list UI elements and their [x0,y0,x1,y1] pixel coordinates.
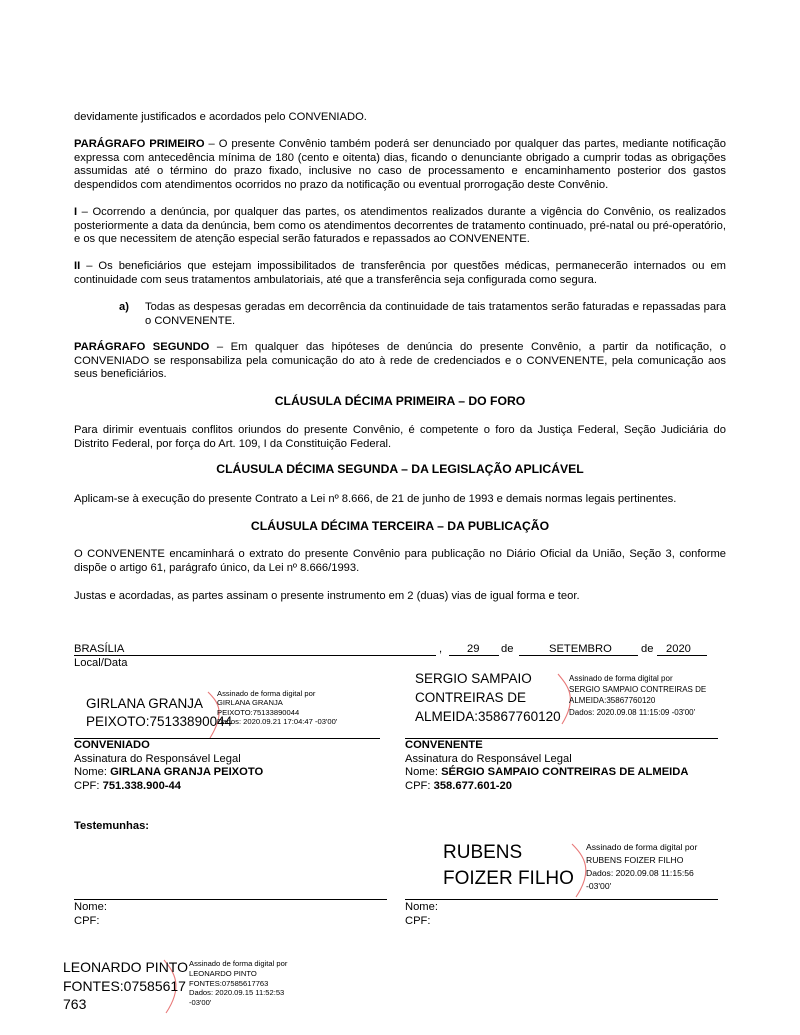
paragrafo-segundo [74,341,726,382]
convenente-title: CONVENENTE [405,739,483,751]
conveniado-title: CONVENIADO [74,739,150,751]
clausula-11-title: CLÁUSULA DÉCIMA PRIMEIRA – DO FORO [274,394,526,408]
testemunhas-label: Testemunhas: [74,820,150,832]
item-ii-text: – Os beneficiários que estejam impossibilitados de transferência por questões médicas, permanecerão internados ou em continuidade com seus tratamentos ambulatoriais, até que a transferência seja configurada como segura. [74,260,726,286]
paragrafo-primeiro [74,138,726,192]
item-a-label: a) [119,301,129,313]
conveniado-block [74,739,263,793]
signature-leonardo-details: Assinado de forma digital por LEONARDO PINTO FONTES:07585617763 Dados: 2020.09.15 11:52:53 -03'00' [189,959,288,1008]
place-city: BRASÍLIA [74,643,125,655]
signature-girlana-name: GIRLANA GRANJA PEIXOTO:75133890044 [86,696,233,729]
date-de-2: de [641,643,654,655]
signature-sergio-details: Assinado de forma digital por SERGIO SAMPAIO CONTREIRAS DE ALMEIDA:35867760120 Dados: 2020.09.08 11:15:09 -03'00' [569,674,707,717]
conveniado-nome: Nome: GIRLANA GRANJA PEIXOTO [74,766,264,779]
paragrafo-segundo-label: PARÁGRAFO SEGUNDO [74,341,210,353]
signature-leonardo-name: LEONARDO PINTO FONTES:07585617 763 [63,959,188,1012]
witness-left-cpf: CPF: [74,914,100,927]
signature-girlana-details: Assinado de forma digital por GIRLANA GRANJA PEIXOTO:75133890044 Dados: 2020.09.21 17:04:47 -03'00' [217,689,338,727]
clausula-13-text: O CONVENENTE encaminhará o extrato do presente Convênio para publicação no Diário Oficial da União, Seção 3, conforme dispõe o artigo 61, parágrafo único, da Lei nº 8.666/1993. [74,548,726,574]
signature-sergio-name: SERGIO SAMPAIO CONTREIRAS DE ALMEIDA:35867760120 [415,671,561,724]
convenente-cpf: CPF: 358.677.601-20 [405,779,512,792]
witness-right [405,901,438,928]
clausula-13-title: CLÁUSULA DÉCIMA TERCEIRA – DA PUBLICAÇÃO [250,519,550,533]
date-year: 2020 [666,643,691,655]
place-date-label: Local/Data [74,657,128,669]
clausula-11-text: Para dirimir eventuais conflitos oriundos do presente Convênio, é competente o foro da Justiça Federal, Seção Judiciária do Distrito Federal, por força do Art. 109, I da Constituição Federal. [74,424,726,450]
witness-right-line [405,899,718,900]
clausula-12-text: Aplicam-se à execução do presente Contrato a Lei nº 8.666, de 21 de junho de 1993 e demais normas legais pertinentes. [74,493,677,505]
conveniado-cpf: CPF: 751.338.900-44 [74,779,181,792]
place-comma: , [439,643,443,655]
paragrafo-primeiro-text: – O presente Convênio também poderá ser denunciado por qualquer das partes, mediante notificação expressa com antecedência mínima de 180 (cento e oitenta) dias, ficando o denunciante obrigado a cumprir todas as obrigações assumidas até o término do prazo fixado, inclusive no caso de processamento e encaminhamento posterior dos gastos despendidos com atendimentos ocorridos no prazo da notificação ou eventual prorrogação deste Convênio. [74,138,726,191]
paragrafo-segundo-text: – Em qualquer das hipóteses de denúncia do presente Convênio, a partir da notificação, o CONVENIADO se responsabiliza pela comunicação do ato à rede de credenciados e o CONVENENTE, pela comunicação aos seus beneficiários. [74,341,726,381]
clausula-12-title: CLÁUSULA DÉCIMA SEGUNDA – DA LEGISLAÇÃO APLICÁVEL [216,462,584,476]
witness-left [74,901,107,928]
witness-left-line [74,899,387,900]
intro-line: devidamente justificados e acordados pelo CONVENIADO. [74,111,367,123]
date-de-1: de [501,643,514,655]
item-ii [74,260,726,287]
paragrafo-primeiro-label: PARÁGRAFO PRIMEIRO [74,138,205,150]
signature-rubens-details: Assinado de forma digital por RUBENS FOIZER FILHO Dados: 2020.09.08 11:15:56 -03'00' [586,842,698,891]
convenente-block [405,739,688,793]
date-month: SETEMBRO [549,643,612,655]
item-i [74,206,726,247]
date-day: 29 [467,643,480,655]
item-i-text: – Ocorrendo a denúncia, por qualquer das partes, os atendimentos realizados durante a vigência do Convênio, os realizados posteriormente a data da denúncia, bem como os atendimentos decorrentes de tratamento continuado, pré-natal ou pré-operatório, e os que necessitem de atenção especial serão faturados e repassados ao CONVENENTE. [74,206,726,246]
witness-left-nome: Nome: [74,901,107,913]
convenente-nome: Nome: SÉRGIO SAMPAIO CONTREIRAS DE ALMEIDA [405,766,689,779]
witness-right-cpf: CPF: [405,914,431,927]
closing-text: Justas e acordadas, as partes assinam o presente instrumento em 2 (duas) vias de igual forma e teor. [74,590,580,602]
item-a-text: Todas as despesas geradas em decorrência da continuidade de tais tratamentos serão faturadas e repassadas para o CONVENENTE. [145,301,726,327]
conveniado-role: Assinatura do Responsável Legal [74,752,241,765]
signature-rubens-name: RUBENS FOIZER FILHO [443,842,574,889]
witness-right-nome: Nome: [405,901,438,913]
item-i-label: I [74,206,78,218]
item-ii-label: II [74,260,81,272]
convenente-role: Assinatura do Responsável Legal [405,752,572,765]
